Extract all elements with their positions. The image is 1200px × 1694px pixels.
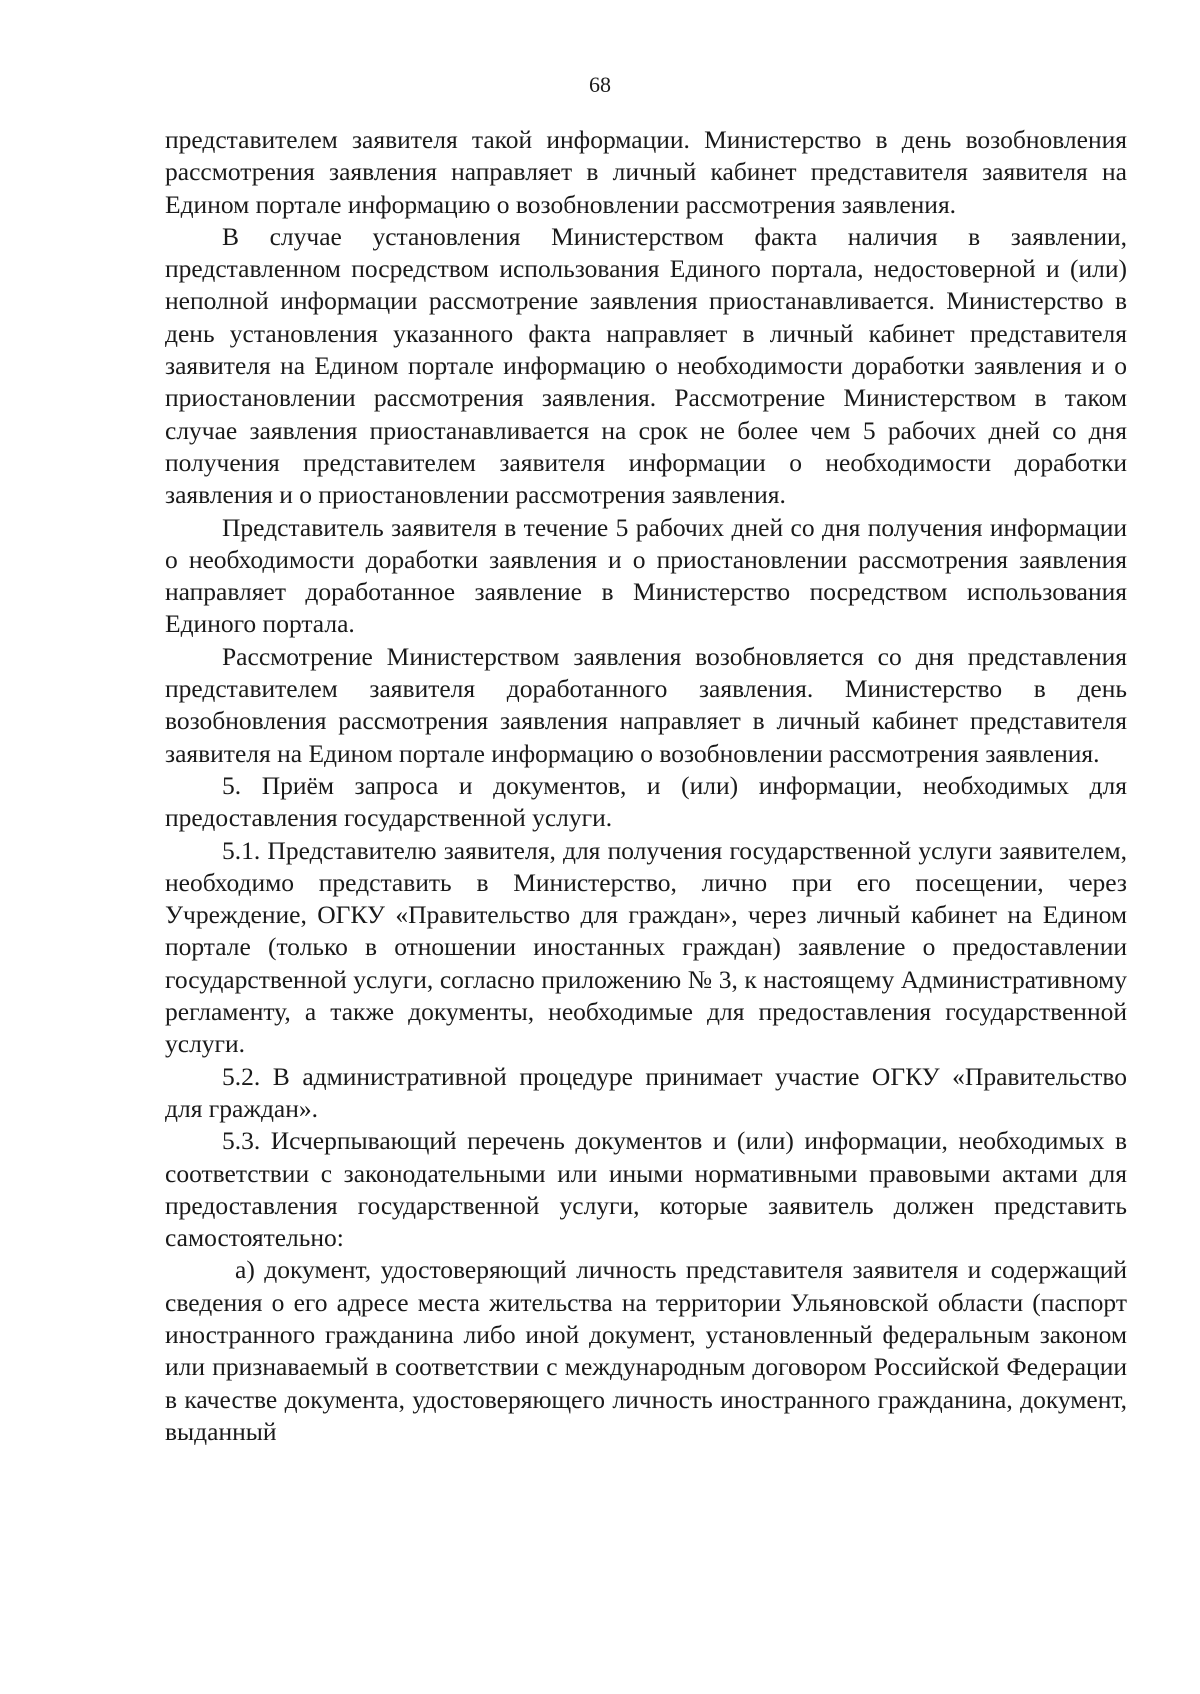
paragraph-data-verification: В случае установления Министерством факта наличия в заявлении, представленном посредством использования Единого портала, недостоверной и (или) неполной информации рассмотрение заявления приостанавливается. Министерство в день установления указанного факта направляет в личный кабинет представителя заявителя на Едином портале информацию о необходимости доработки заявления и о приостановлении рассмотрения заявления. Рассмотрение Министерством в таком случае заявления приостанавливается на срок не более чем 5 рабочих дней со дня получения представителем заявителя информации о необходимости доработки заявления и о приостановлении рассмотрения заявления. [165, 221, 1127, 510]
list-item-a: а) документ, удостоверяющий личность представителя заявителя и содержащий сведения о его адресе места жительства на территории Ульяновской области (паспорт иностранного гражданина либо иной документ, установленный федеральным законом или признаваемый в соответствии с международным договором Российской Федерации в качестве документа, удостоверяющего личность иностранного гражданина, документ, выданный [165, 1255, 1127, 1446]
section-5-3: 5.3. Исчерпывающий перечень документов и (или) информации, необходимых в соответствии с законодательными или иными нормативными правовыми актами для предоставления государственной услуги, которые заявитель должен представить самостоятельно: [165, 1126, 1127, 1253]
paragraph-continuation: представителем заявителя такой информации. Министерство в день возобновления рассмотрения заявления направляет в личный кабинет представителя заявителя на Едином портале информацию о возобновлении рассмотрения заявления. [165, 125, 1127, 219]
paragraph-revised-application: Представитель заявителя в течение 5 рабочих дней со дня получения информации о необходимости доработки заявления и о приостановлении рассмотрения заявления направляет доработанное заявление в Министерство посредством использования Единого портала. [165, 512, 1127, 639]
section-5-2: 5.2. В административной процедуре принимает участие ОГКУ «Правительство для граждан». [165, 1061, 1127, 1123]
document-body [165, 124, 1127, 1448]
paragraph-review-resumed: Рассмотрение Министерством заявления возобновляется со дня представления представителем заявителя доработанного заявления. Министерство в день возобновления рассмотрения заявления направляет в личный кабинет представителя заявителя на Едином портале информацию о возобновлении рассмотрения заявления. [165, 641, 1127, 768]
section-5-heading: 5. Приём запроса и документов, и (или) информации, необходимых для предоставления государственной услуги. [165, 770, 1127, 833]
section-5-1: 5.1. Представителю заявителя, для получения государственной услуги заявителем, необходимо представить в Министерство, лично при его посещении, через Учреждение, ОГКУ «Правительство для граждан», через личный кабинет на Едином портале (только в отношении иностанных граждан) заявление о предоставлении государственной услуги, согласно приложению № 3, к настоящему Административному регламенту, а также документы, необходимые для предоставления государственной услуги. [165, 835, 1127, 1059]
page-number: 68 [589, 72, 611, 97]
